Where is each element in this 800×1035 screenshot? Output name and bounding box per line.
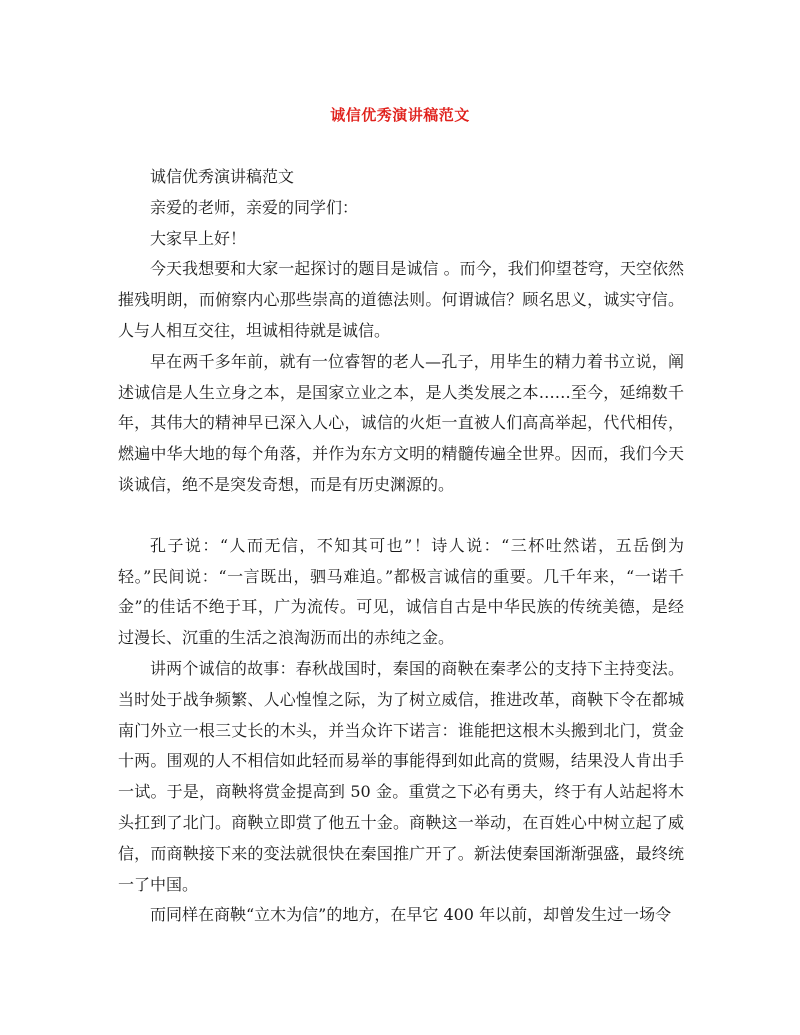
paragraph-greeting: 大家早上好！ <box>150 228 247 248</box>
paragraph-sayings: 孔子说：“人而无信，不知其可也”！诗人说：“三杯吐然诺，五岳倒为轻。”民间说：“一言既出，驷马难追。”都极言诚信的重要。几千年来，“一诺千金”的佳话不绝于耳，广为流传。可见，诚信自古是中华民族的传统美德，是经过漫长、沉重的生活之浪淘沥而出的赤纯之金。 <box>118 535 684 648</box>
paragraph-salutation: 亲爱的老师，亲爱的同学们： <box>150 197 359 217</box>
paragraph-heading: 诚信优秀演讲稿范文 <box>150 167 295 186</box>
paragraph-continuation: 而同样在商鞅“立木为信”的地方，在早它 400 年以前，却曾发生过一场令 <box>150 905 672 925</box>
document-title: 诚信优秀演讲稿范文 <box>330 106 470 124</box>
paragraph-shang-yang: 讲两个诚信的故事：春秋战国时，秦国的商鞅在秦孝公的支持下主持变法。当时处于战争频繁、人心惶惶之际，为了树立威信，推进改革，商鞅下令在都城南门外立一根三丈长的木头，并当众许下诺言：谁能把这根木头搬到北门，赏金十两。围观的人不相信如此轻而易举的事能得到如此高的赏赐，结果没人肯出手一试。于是，商鞅将赏金提高到 50 金。重赏之下必有勇夫，终于有人站起将木头扛到了北门。商鞅立即赏了他五十金。商鞅这一举动，在百姓心中树立起了威信，而商鞅接下来的变法就很快在秦国推广开了。新法使秦国渐渐强盛，最终统一了中国。 <box>118 658 684 894</box>
document-body <box>118 162 684 931</box>
paragraph-confucius: 早在两千多年前，就有一位睿智的老人—孔子，用毕生的精力着书立说，阐述诚信是人生立身之本，是国家立业之本，是人类发展之本……至今，延绵数千年，其伟大的精神早已深入人心，诚信的火炬一直被人们高高举起，代代相传，燃遍中华大地的每个角落，并作为东方文明的精髓传遍全世界。因而，我们今天谈诚信，绝不是突发奇想，而是有历史渊源的。 <box>118 351 684 494</box>
paragraph-topic: 今天我想要和大家一起探讨的题目是诚信 。而今，我们仰望苍穹，天空依然摧残明朗，而俯察内心那些崇高的道德法则。何谓诚信？顾名思义，诚实守信。人与人相互交往，坦诚相待就是诚信。 <box>118 259 684 340</box>
